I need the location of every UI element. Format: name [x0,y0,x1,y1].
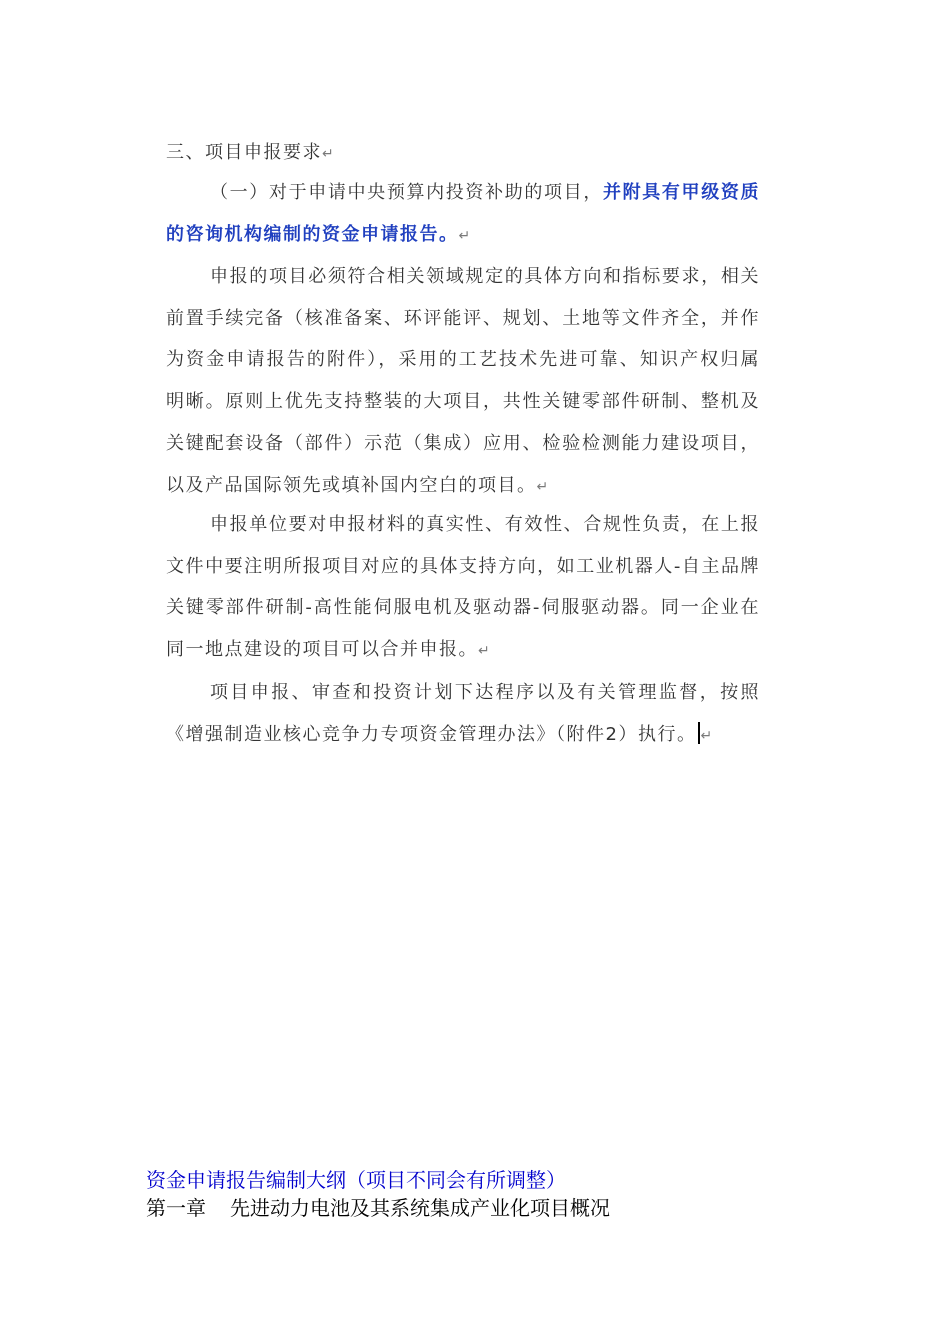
paragraph-1-text: （一）对于申请中央预算内投资补助的项目， [210,182,603,203]
section-heading-text: 三、项目申报要求 [166,142,322,163]
paragraph-1-emphasis: 并附具有甲级资质的咨询机构编制的资金申请报告。 [166,182,761,245]
paragraph-mark-icon: ↵ [478,643,490,660]
paragraph-3 [166,504,760,673]
chapter-title-text: 先进动力电池及其系统集成产业化项目概况 [230,1196,610,1220]
paragraph-4-text: 项目申报、审查和投资计划下达程序以及有关管理监督，按照《增强制造业核心竞争力专项资金管理办法》（附件2）执行。 [166,682,760,745]
paragraph-3-text: 申报单位要对申报材料的真实性、有效性、合规性负责，在上报文件中要注明所报项目对应的具体支持方向，如工业机器人-自主品牌关键零部件研制-高性能伺服电机及驱动器-伺服驱动器。同一企业在同一地点建设的项目可以合并申报。 [166,514,760,661]
paragraph-mark-icon: ↵ [700,727,713,744]
paragraph-mark-icon: ↵ [536,478,549,495]
outline-title: 资金申请报告编制大纲（项目不同会有所调整） [146,1168,566,1192]
chapter-number: 第一章 [146,1196,206,1220]
paragraph-2 [166,256,760,508]
paragraph-1 [166,172,760,257]
paragraph-mark-icon: ↵ [322,146,334,162]
paragraph-mark-icon: ↵ [458,227,471,244]
paragraph-4[interactable] [166,672,760,757]
chapter-heading [146,1194,610,1222]
paragraph-2-text: 申报的项目必须符合相关领域规定的具体方向和指标要求，相关前置手续完备（核准备案、环评能评、规划、土地等文件齐全，并作为资金申请报告的附件），采用的工艺技术先进可靠、知识产权归属明晰。原则上优先支持整装的大项目，共性关键零部件研制、整机及关键配套设备（部件）示范（集成）应用、检验检测能力建设项目，以及产品国际领先或填补国内空白的项目。 [166,266,760,496]
section-heading [166,132,760,176]
